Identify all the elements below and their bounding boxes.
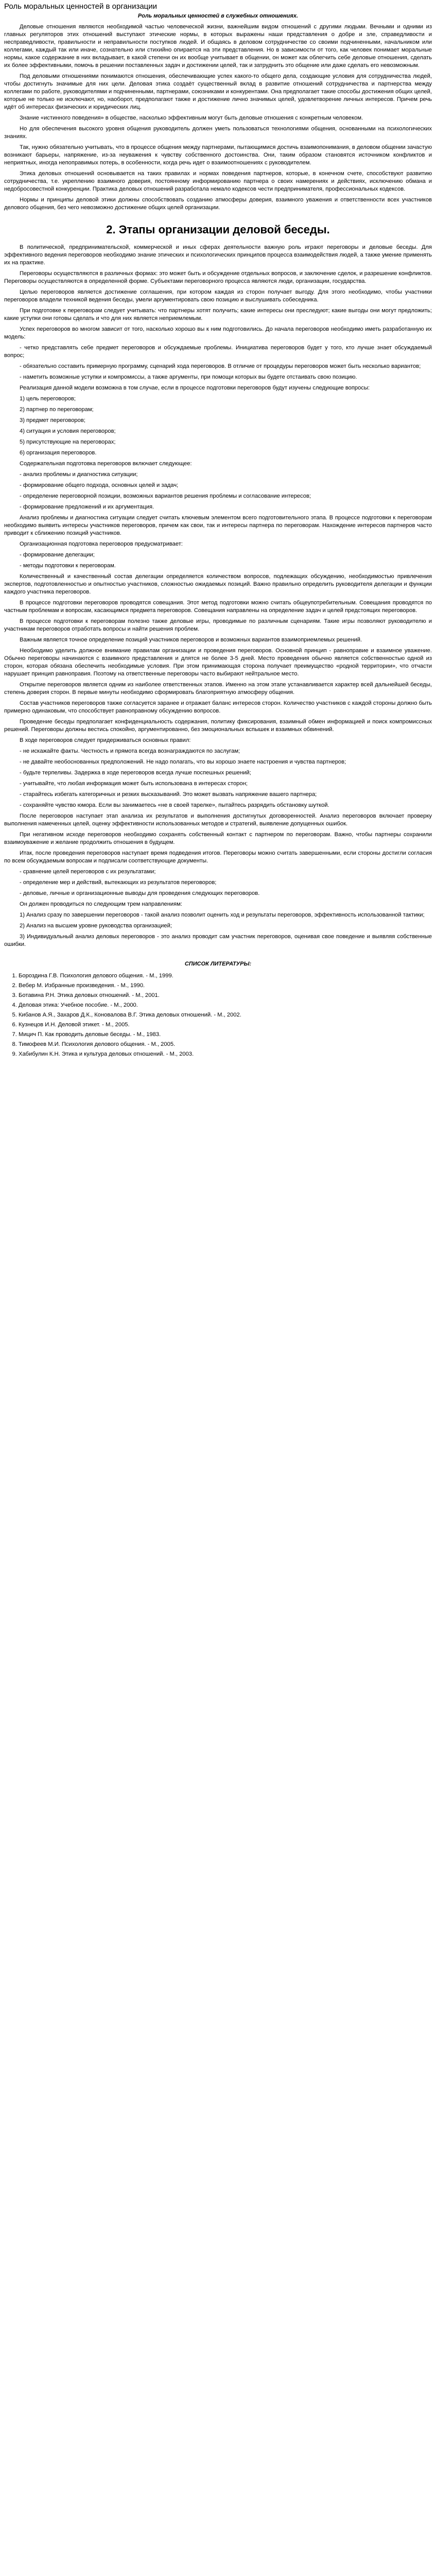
paragraph: - формирование делегации; bbox=[20, 552, 95, 558]
references-list bbox=[4, 972, 432, 1058]
paragraph: Реализация данной модели возможна в том случае, если в процессе подготовки переговоров будут изучены следующие вопросы: bbox=[20, 385, 370, 391]
paragraph: При подготовке к переговорам следует учитывать: что партнеры хотят получить; какие интересы они преследуют; какие выгоды они могут предложить; какие уступки они готовы сделать и что для них является неприемлемым. bbox=[4, 308, 432, 321]
paragraph: - сравнение целей переговоров с их результатами; bbox=[20, 869, 156, 875]
paragraph: - формирование общего подхода, основных целей и задач; bbox=[20, 482, 179, 488]
references-title: СПИСОК ЛИТЕРАТУРЫ: bbox=[184, 961, 252, 967]
paragraph: Важным является точное определение позиций участников переговоров и возможных вариантов взаимоприемлемых решений. bbox=[20, 637, 362, 643]
paragraph: Целью переговоров является достижение соглашения, при котором каждая из сторон получает выгоду. Для этого необходимо, чтобы участники переговоров владели техникой ведения беседы, умели аргументировать свою позицию и выслушивать собеседника. bbox=[4, 289, 432, 303]
paragraph: 3) предмет переговоров; bbox=[20, 417, 85, 423]
paragraph: - формирование предложений и их аргументация. bbox=[20, 504, 154, 510]
paragraph: Анализ проблемы и диагностика ситуации следует считать ключевым элементом всего подготовительного этапа. В процессе подготовки к переговорам необходимо выявить интересы участников переговоров, причем как свои, так и интересы партнера по переговорам. Нахождение интересов партнеров часто приводит к сближению позиций участников. bbox=[4, 515, 432, 536]
paragraph: Переговоры осуществляются в различных формах: это может быть и обсуждение отдельных вопросов, и заключение сделок, и разрешение конфликтов. Переговоры осуществляются в определенной форме. Субъектами переговорного процесса являются люди, организации, государства. bbox=[4, 270, 432, 284]
paragraph: 1) Анализ сразу по завершении переговоров - такой анализ позволит оценить ход и результаты переговоров, эффективность использованной тактики; bbox=[20, 912, 425, 918]
part1-body bbox=[4, 23, 432, 212]
paragraph: Организационная подготовка переговоров предусматривает: bbox=[20, 541, 183, 547]
reference-item: 1. Бороздина Г.В. Психология делового общения. - М., 1999. bbox=[19, 972, 432, 980]
paragraph: Знание «истинного поведения» в обществе, насколько эффективным могут быть деловые отношения с конкретным человеком. bbox=[20, 115, 363, 121]
paragraph: 2) Анализ на высшем уровне руководства организацией; bbox=[20, 923, 172, 929]
paragraph: Необходимо уделить должное внимание правилам организации и проведения переговоров. Основной принцип - равноправие и взаимное уважение. Обычно переговоры начинаются с взаимного представления и длятся не более 3-5 дней. Место проведения обычно является собственностью одной из сторон, которая обязана обеспечить необходимые условия. При этом принимающая сторона получает преимущество «родной территории», что отчасти нарушает принцип равноправия. Поэтому на ответственные переговоры часто выбирают нейтральное место. bbox=[4, 648, 432, 677]
paragraph: После переговоров наступает этап анализа их результатов и выполнения достигнутых договоренностей. Анализ переговоров включает проверку выполнения намеченных целей, оценку эффективности использованных методов и стратегий, выявление допущенных ошибок. bbox=[4, 813, 432, 827]
section-subtitle: Роль моральных ценностей в служебных отношениях. bbox=[137, 13, 299, 19]
paragraph: В процессе подготовки переговоров проводятся совещания. Этот метод подготовки можно считать общеупотребительным. Совещания проводятся по частным проблемам и вопросам, касающимся предмета переговоров. Совещания направлены на определение задач и целей предстоящих переговоров. bbox=[4, 600, 432, 614]
reference-item: 3. Ботавина Р.Н. Этика деловых отношений. - М., 2001. bbox=[19, 992, 432, 999]
reference-item: 9. Хабибулин К.Н. Этика и культура деловых отношений. - М., 2003. bbox=[19, 1050, 432, 1058]
reference-item: 7. Мицич П. Как проводить деловые беседы. - М., 1983. bbox=[19, 1031, 432, 1039]
paragraph: Так, нужно обязательно учитывать, что в процессе общения между партнерами, пытающимися достичь взаимопонимания, в деловом общении зачастую возникают барьеры, напряжение, из-за неуважения к чувству собственного достоинства. Они, таким образом становятся источником конфликтов и неприятных, иногда непоправимых потерь, в особенности, когда речь идет о взаимоотношениях с руководителем. bbox=[4, 144, 432, 166]
paragraph: Он должен проводиться по следующим трем направлениям: bbox=[20, 901, 183, 907]
paragraph: - определение мер и действий, вытекающих из результатов переговоров; bbox=[20, 879, 217, 886]
paragraph: 6) организация переговоров. bbox=[20, 450, 97, 456]
paragraph: В процессе подготовки к переговорам полезно также деловые игры, проводимые по различным сценариям. Такие игры позволяют руководителю и участникам переговоров отработать вопросы и найти решения проблем. bbox=[4, 618, 432, 632]
paragraph: Итак, после проведения переговоров наступает время подведения итогов. Переговоры можно считать завершенными, если стороны достигли согласия по всем обсуждаемым вопросам и подписали соответствующие документы. bbox=[4, 850, 432, 864]
paragraph: При негативном исходе переговоров необходимо сохранять собственный контакт с партнером по переговорам. Важно, чтобы партнеры сохранили взаимоуважение и желание продолжить отношения в будущем. bbox=[4, 832, 432, 845]
reference-item: 2. Вебер М. Избранные произведения. - М., 1990. bbox=[19, 982, 432, 990]
paragraph: 1) цель переговоров; bbox=[20, 396, 76, 402]
paragraph: В политической, предпринимательской, коммерческой и иных сферах деятельности важную роль играют переговоры и деловые беседы. Для эффективного ведения переговоров необходимо знание этических и психологических принципов процесса взаимодействия людей, а также умение применять их на практике. bbox=[4, 244, 432, 266]
reference-item: 8. Тимофеев М.И. Психология делового общения. - М., 2005. bbox=[19, 1041, 432, 1048]
paragraph: - методы подготовки к переговорам. bbox=[20, 563, 116, 569]
paragraph: - учитывайте, что любая информация может быть использована в интересах сторон; bbox=[20, 781, 248, 787]
reference-item: 4. Деловая этика: Учебное пособие. - М., 2000. bbox=[19, 1002, 432, 1009]
reference-item: 5. Кибанов А.Я., Захаров Д.К., Коновалова В.Г. Этика деловых отношений. - М., 2002. bbox=[19, 1011, 432, 1019]
paragraph: Содержательная подготовка переговоров включает следующее: bbox=[20, 461, 192, 467]
paragraph: - обязательно составить примерную программу, сценарий хода переговоров. В отличие от процедуры переговоров может быть несколько вариантов; bbox=[20, 363, 421, 369]
paragraph: - не давайте необоснованных предположений. Не надо полагать, что вы хорошо знаете настроения и чувства партнеров; bbox=[20, 759, 346, 765]
paragraph: Но для обеспечения высокого уровня общения руководитель должен уметь пользоваться технологиями общения, основанными на психологических знаниях. bbox=[4, 126, 432, 140]
paragraph: 4) ситуация и условия переговоров; bbox=[20, 428, 116, 434]
paragraph: - не искажайте факты. Честность и прямота всегда вознаграждаются по заслугам; bbox=[20, 748, 240, 754]
paragraph: В ходе переговоров следует придерживаться основных правил: bbox=[20, 737, 191, 743]
paragraph: - будьте терпеливы. Задержка в ходе переговоров всегда лучше поспешных решений; bbox=[20, 770, 251, 776]
paragraph: Открытие переговоров является одним из наиболее ответственных этапов. Именно на этом этапе устанавливается характер всей дальнейшей беседы, степень доверия сторон. В первые минуты необходимо сформировать благоприятную атмосферу общения. bbox=[4, 682, 432, 696]
reference-item: 6. Кузнецов И.Н. Деловой этикет. - М., 2005. bbox=[19, 1021, 432, 1029]
paragraph: Этика деловых отношений основывается на таких правилах и нормах поведения партнеров, которые, в конечном счете, способствуют развитию сотрудничества, т.е. укреплению взаимного доверия, постоянному информированию партнера о своих намерениях и действиях, исключению обмана и недобросовестной конкуренции. Практика деловых отношений разработала немало кодексов чести предпринимателя, профессиональных кодексов. bbox=[4, 171, 432, 192]
part2-body bbox=[4, 244, 432, 948]
paragraph: 2) партнер по переговорам; bbox=[20, 406, 94, 413]
paragraph: - четко представлять себе предмет переговоров и обсуждаемые проблемы. Инициатива переговоров будет у того, кто лучше знает обсуждаемый вопрос; bbox=[4, 345, 432, 359]
paragraph: Состав участников переговоров также согласуется заранее и отражает баланс интересов сторон. Количество участников с каждой стороны должно быть примерно одинаковым, что способствует равноправному обсуждению вопросов. bbox=[4, 700, 432, 714]
paragraph: Проведение беседы предполагает конфиденциальность содержания, политику фиксирования, взаимный обмен информацией и поиск компромиссных решений. Переговоры должны вестись спокойно, аргументированно, без эмоциональных вспышек и взаимных обвинений. bbox=[4, 719, 432, 733]
paragraph: 3) Индивидуальный анализ деловых переговоров - это анализ проводит сам участник переговоров, оценивая свое поведение и выявляя собственные ошибки. bbox=[4, 934, 432, 947]
paragraph: Успех переговоров во многом зависит от того, насколько хорошо вы к ним подготовились. До начала переговоров необходимо иметь разработанную их модель: bbox=[4, 326, 432, 340]
paragraph: Количественный и качественный состав делегации определяется количеством вопросов, подлежащих обсуждению, необходимостью привлечения экспертов, подготовленностью и опытностью участников, сложностью ожидаемых позиций. Важно правильно определить руководителя делегации и функции каждого участника переговоров. bbox=[4, 573, 432, 595]
paragraph: - определение переговорной позиции, возможных вариантов решения проблемы и согласование интересов; bbox=[20, 493, 311, 499]
document-title: Роль моральных ценностей в организации bbox=[4, 2, 158, 11]
paragraph: 5) присутствующие на переговорах; bbox=[20, 439, 116, 445]
paragraph: - анализ проблемы и диагностика ситуации; bbox=[20, 471, 138, 478]
document-page bbox=[0, 0, 436, 1081]
paragraph: - старайтесь избегать категоричных и резких высказываний. Это может вызвать напряжение вашего партнера; bbox=[20, 791, 317, 798]
paragraph: Нормы и принципы деловой этики должны способствовать созданию атмосферы доверия, взаимного уважения и ответственности всех участников делового общения, без чего невозможно достижение общих целей организации. bbox=[4, 197, 432, 211]
section-heading: 2. Этапы организации деловой беседы. bbox=[106, 223, 330, 236]
paragraph: - деловые, личные и организационные выводы для проведения следующих переговоров. bbox=[20, 890, 260, 896]
paragraph: - наметить возможные уступки и компромиссы, а также аргументы, при помощи которых вы будете отстаивать свою позицию. bbox=[20, 374, 357, 380]
paragraph: Деловые отношения являются необходимой частью человеческой жизни, важнейшим видом отношений с другими людьми. Вечными и одними из главных регуляторов этих отношений выступают этические нормы, в которых выражены наши представления о добре и зле, справедливости и несправедливости, правильности и неправильности поступков людей. И общаясь в деловом сотрудничестве со своими подчиненными, начальником или коллегами, каждый так или иначе, сознательно или стихийно опирается на эти представления. Но в зависимости от того, как человек понимает моральные нормы, какое содержание в них вкладывает, в какой степени он их вообще учитывает в общении, он может как облегчить себе деловые отношения, сделать их более эффективными, помочь в решении поставленных задач и достижении целей, так и затруднить это общение или даже сделать его невозможным. bbox=[4, 24, 432, 69]
paragraph: Под деловыми отношениями понимаются отношения, обеспечивающие успех какого-то общего дела, создающие условия для сотрудничества людей, чтобы достигнуть значимые для них цели. Деловая этика создаёт существенный вклад в развитие отношений сотрудничества и партнерства между коллегами по работе, руководителями и подчиненными, партнерами, союзниками и конкурентами. Она предполагает такие способы достижения общих целей, которые не только не исключают, но, наоборот, предполагают также и достижение лично значимых целей, удовлетворение личных интересов. Причем речь идёт об интересах физических и юридических лиц. bbox=[4, 73, 432, 110]
paragraph: - сохраняйте чувство юмора. Если вы занимаетесь «не в своей тарелке», пытайтесь разрядить обстановку шуткой. bbox=[20, 802, 329, 808]
